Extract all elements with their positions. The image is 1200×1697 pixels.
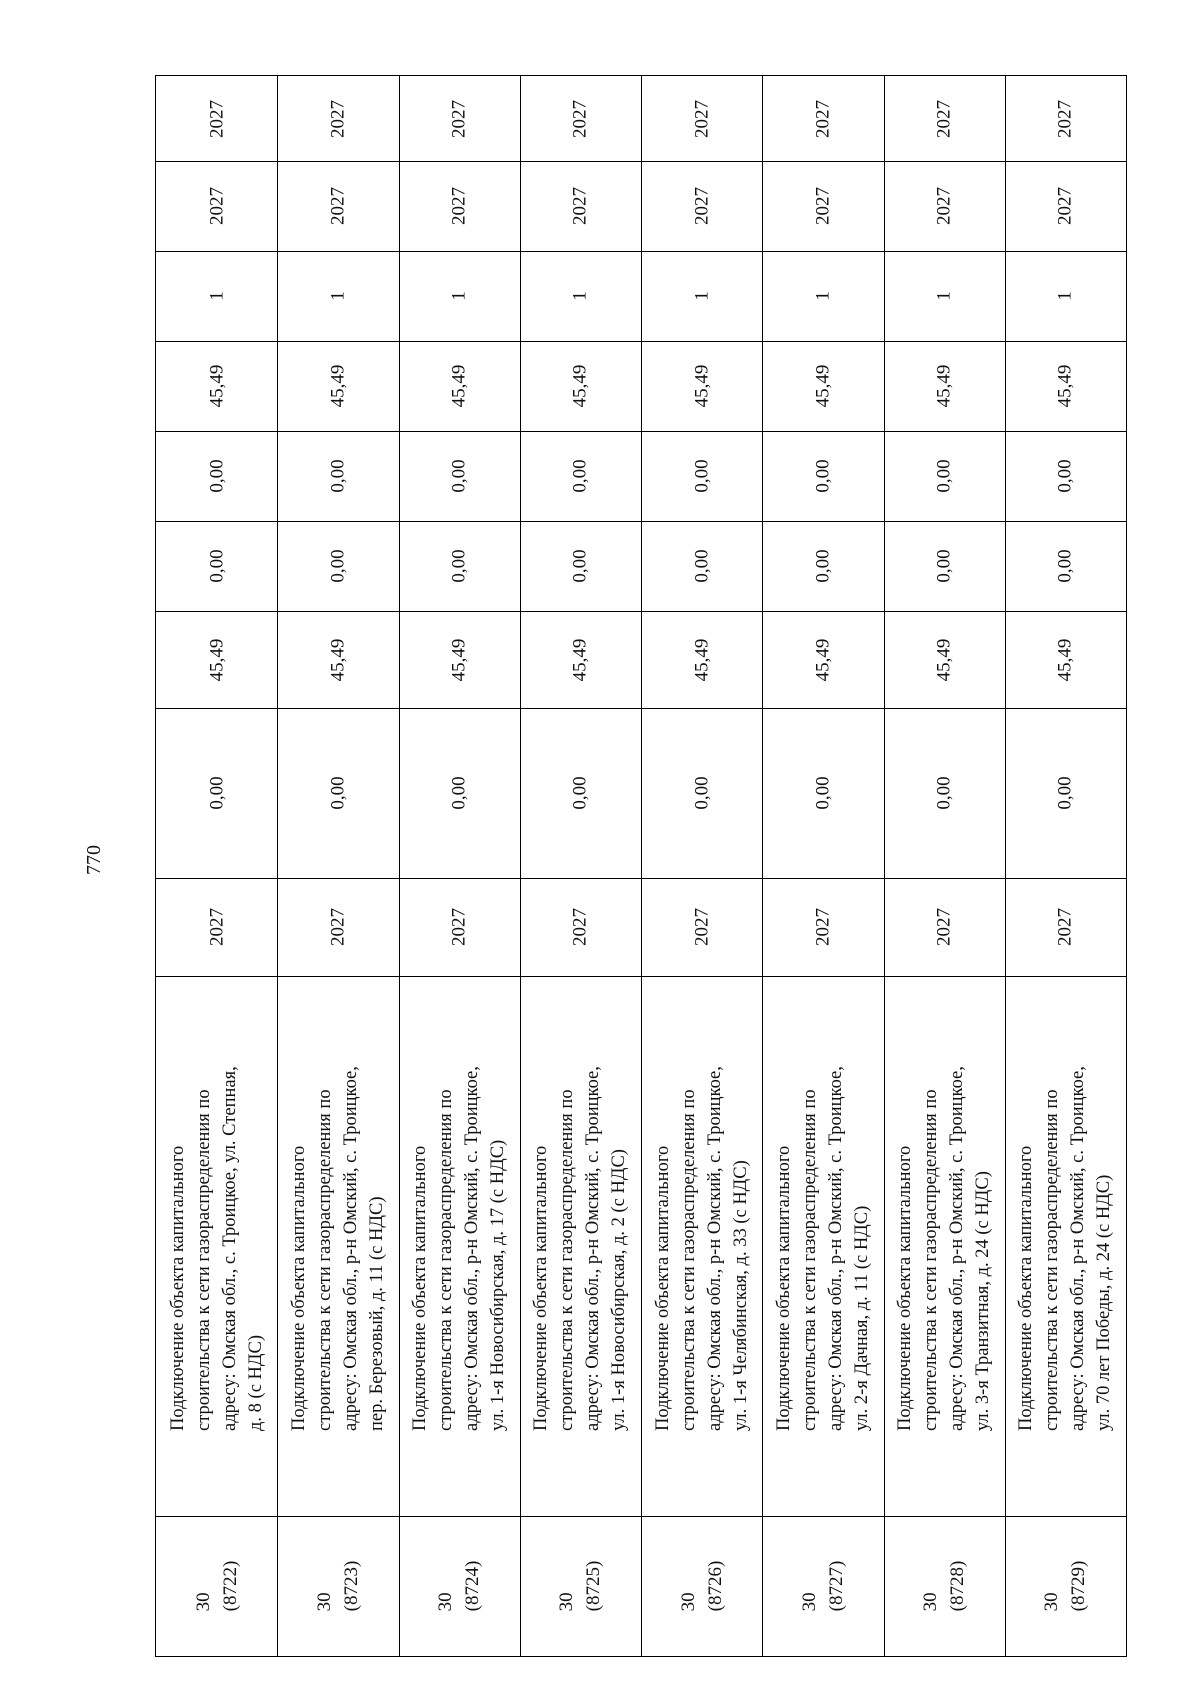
value-col-4-text: 0,00 [206,459,228,493]
cell-value-col-3 [277,521,398,612]
cell-start-year [762,878,883,977]
value-col-2-text: 45,49 [812,638,834,681]
value-col-4-text: 0,00 [569,459,591,493]
cell-row-description [1005,976,1126,1517]
cell-start-year [884,878,1005,977]
table-row [520,76,642,1656]
cell-year-col-a [277,161,398,252]
year-col-b-text: 2027 [1054,99,1076,138]
cell-value-col-4 [762,431,883,522]
cell-row-description [520,976,641,1517]
year-col-b-text: 2027 [569,99,591,138]
value-col-5-text: 45,49 [327,364,349,408]
value-col-5-text: 45,49 [448,364,470,408]
value-col-1-text: 0,00 [933,776,955,810]
start-year-text: 2027 [569,908,591,946]
row-code: (8729) [1068,1560,1090,1612]
table-row [277,76,399,1656]
cell-year-col-b [884,76,1005,162]
value-col-1-text: 0,00 [206,776,228,810]
cell-row-id [277,1516,398,1656]
cell-value-col-5 [399,341,520,432]
cell-row-description [641,976,762,1517]
cell-year-col-a [762,161,883,252]
cell-value-col-1 [884,708,1005,879]
value-col-4-text: 0,00 [812,459,834,493]
row-id-text [1038,1561,1092,1612]
row-description-text: Подключение объекта капитального строительства к сети газораспределения по адресу: Омская обл., р-н Омский, с. Троицкое, ул. 1-я Новосибирская, д. 2 (с НДС) [531,1066,630,1431]
value-col-5-text: 45,49 [569,364,591,408]
cell-quantity [156,251,277,342]
cell-quantity [762,251,883,342]
cell-year-col-b [277,76,398,162]
cell-value-col-3 [641,521,762,612]
cell-year-col-b [399,76,520,162]
cell-value-col-4 [884,431,1005,522]
quantity-text: 1 [206,291,228,301]
row-number: 30 [313,1592,335,1612]
cell-value-col-5 [1005,341,1126,432]
cell-start-year [520,878,641,977]
row-number: 30 [1041,1592,1063,1612]
value-col-5-text: 45,49 [933,364,955,408]
quantity-text: 1 [691,291,713,301]
row-number: 30 [192,1592,214,1612]
row-description-text: Подключение объекта капитального строительства к сети газораспределения по адресу: Омская обл., р-н Омский, с. Троицкое, ул. 1-я Новосибирская, д. 17 (с НДС) [410,1066,509,1431]
table-row [156,76,278,1656]
value-col-1-text: 0,00 [812,776,834,810]
cell-quantity [884,251,1005,342]
cell-year-col-b [641,76,762,162]
cell-value-col-3 [156,521,277,612]
row-id-text [917,1561,971,1612]
cell-value-col-1 [277,708,398,879]
year-col-a-text: 2027 [933,187,955,225]
cell-year-col-b [520,76,641,162]
quantity-text: 1 [569,291,591,301]
start-year-text: 2027 [448,908,470,946]
cell-value-col-3 [884,521,1005,612]
cell-value-col-5 [156,341,277,432]
year-col-a-text: 2027 [206,187,228,225]
row-code: (8724) [462,1560,484,1612]
year-col-a-text: 2027 [691,187,713,225]
row-code: (8722) [219,1560,241,1612]
value-col-1-text: 0,00 [327,776,349,810]
row-id-text [553,1561,607,1612]
value-col-3-text: 0,00 [691,549,713,583]
page-number: 770 [83,845,105,875]
cell-quantity [277,251,398,342]
cell-row-id [520,1516,641,1656]
cell-value-col-2 [277,611,398,709]
start-year-text: 2027 [206,908,228,946]
cell-row-id [884,1516,1005,1656]
value-col-3-text: 0,00 [448,549,470,583]
cell-quantity [641,251,762,342]
cell-year-col-a [399,161,520,252]
cell-value-col-5 [762,341,883,432]
cell-value-col-5 [884,341,1005,432]
rotated-data-table [155,75,1127,1657]
value-col-5-text: 45,49 [1054,364,1076,408]
cell-year-col-a [641,161,762,252]
cell-row-id [399,1516,520,1656]
cell-row-id [641,1516,762,1656]
cell-row-id [156,1516,277,1656]
cell-quantity [520,251,641,342]
cell-value-col-5 [520,341,641,432]
value-col-2-text: 45,49 [327,638,349,681]
row-id-text [675,1561,729,1612]
table-row [884,76,1006,1656]
cell-value-col-1 [399,708,520,879]
value-col-3-text: 0,00 [569,549,591,583]
row-description-text: Подключение объекта капитального строительства к сети газораспределения по адресу: Омская обл., р-н Омский, с. Троицкое, ул. 1-я Челябинская, д. 33 (с НДС) [652,1066,751,1431]
year-col-b-text: 2027 [448,99,470,138]
row-number: 30 [677,1592,699,1612]
row-number: 30 [920,1592,942,1612]
value-col-2-text: 45,49 [933,638,955,681]
row-id-text [796,1561,850,1612]
year-col-a-text: 2027 [448,187,470,225]
quantity-text: 1 [327,291,349,301]
row-code: (8723) [340,1560,362,1612]
cell-start-year [156,878,277,977]
year-col-a-text: 2027 [812,187,834,225]
cell-value-col-3 [1005,521,1126,612]
cell-value-col-3 [520,521,641,612]
row-description-text: Подключение объекта капитального строительства к сети газораспределения по адресу: Омская обл., р-н Омский, с. Троицкое, ул. 70 лет Победы, д. 24 (с НДС) [1016,1066,1115,1431]
cell-row-description [884,976,1005,1517]
row-number: 30 [435,1592,457,1612]
cell-row-description [399,976,520,1517]
cell-value-col-4 [399,431,520,522]
value-col-4-text: 0,00 [691,459,713,493]
cell-value-col-5 [641,341,762,432]
year-col-b-text: 2027 [812,99,834,138]
cell-value-col-1 [520,708,641,879]
start-year-text: 2027 [933,908,955,946]
value-col-2-text: 45,49 [569,638,591,681]
value-col-2-text: 45,49 [448,638,470,681]
year-col-b-text: 2027 [206,99,228,138]
table-row [762,76,884,1656]
cell-start-year [641,878,762,977]
value-col-4-text: 0,00 [448,459,470,493]
quantity-text: 1 [448,291,470,301]
table-row [1005,76,1126,1656]
value-col-2-text: 45,49 [691,638,713,681]
value-col-1-text: 0,00 [691,776,713,810]
cell-value-col-2 [1005,611,1126,709]
cell-value-col-4 [641,431,762,522]
cell-value-col-2 [762,611,883,709]
cell-start-year [1005,878,1126,977]
row-code: (8725) [583,1560,605,1612]
cell-row-id [762,1516,883,1656]
value-col-2-text: 45,49 [1054,638,1076,681]
row-description-text: Подключение объекта капитального строительства к сети газораспределения по адресу: Омская обл., р-н Омский, с. Троицкое, ул. 2-я Дачная, д. 11 (с НДС) [773,1066,872,1431]
cell-value-col-3 [762,521,883,612]
cell-value-col-2 [520,611,641,709]
value-col-1-text: 0,00 [1054,776,1076,810]
cell-value-col-2 [399,611,520,709]
table-row [641,76,763,1656]
cell-row-description [277,976,398,1517]
quantity-text: 1 [1054,291,1076,301]
cell-value-col-4 [277,431,398,522]
value-col-1-text: 0,00 [569,776,591,810]
value-col-3-text: 0,00 [327,549,349,583]
start-year-text: 2027 [327,908,349,946]
start-year-text: 2027 [1054,908,1076,946]
cell-year-col-b [1005,76,1126,162]
value-col-4-text: 0,00 [1054,459,1076,493]
start-year-text: 2027 [812,908,834,946]
cell-row-id [1005,1516,1126,1656]
quantity-text: 1 [812,291,834,301]
value-col-2-text: 45,49 [206,638,228,681]
row-number: 30 [798,1592,820,1612]
cell-value-col-2 [156,611,277,709]
cell-year-col-a [520,161,641,252]
year-col-b-text: 2027 [327,99,349,138]
value-col-4-text: 0,00 [933,459,955,493]
cell-value-col-5 [277,341,398,432]
value-col-3-text: 0,00 [812,549,834,583]
year-col-a-text: 2027 [327,187,349,225]
cell-quantity [399,251,520,342]
row-code: (8727) [825,1560,847,1612]
cell-year-col-a [884,161,1005,252]
value-col-5-text: 45,49 [812,364,834,408]
quantity-text: 1 [933,291,955,301]
row-code: (8728) [947,1560,969,1612]
value-col-3-text: 0,00 [1054,549,1076,583]
cell-value-col-4 [1005,431,1126,522]
row-number: 30 [556,1592,578,1612]
cell-value-col-4 [520,431,641,522]
year-col-a-text: 2027 [1054,187,1076,225]
year-col-b-text: 2027 [933,99,955,138]
start-year-text: 2027 [691,908,713,946]
year-col-b-text: 2027 [691,99,713,138]
cell-year-col-a [1005,161,1126,252]
cell-year-col-b [762,76,883,162]
cell-quantity [1005,251,1126,342]
row-id-text [190,1561,244,1612]
row-description-text: Подключение объекта капитального строительства к сети газораспределения по адресу: Омская обл., с. Троицкое, ул. Степная, д. 8 (с НДС) [167,1066,266,1431]
cell-value-col-1 [641,708,762,879]
row-code: (8726) [704,1560,726,1612]
cell-row-description [156,976,277,1517]
row-id-text [311,1561,365,1612]
cell-start-year [399,878,520,977]
value-col-1-text: 0,00 [448,776,470,810]
cell-year-col-a [156,161,277,252]
value-col-4-text: 0,00 [327,459,349,493]
row-description-text: Подключение объекта капитального строительства к сети газораспределения по адресу: Омская обл., р-н Омский, с. Троицкое, пер. Березовый, д. 11 (с НДС) [288,1066,387,1431]
cell-value-col-1 [1005,708,1126,879]
year-col-a-text: 2027 [569,187,591,225]
cell-start-year [277,878,398,977]
row-id-text [432,1561,486,1612]
value-col-5-text: 45,49 [691,364,713,408]
table-row [399,76,521,1656]
cell-year-col-b [156,76,277,162]
row-description-text: Подключение объекта капитального строительства к сети газораспределения по адресу: Омская обл., р-н Омский, с. Троицкое, ул. 3-я Транзитная, д. 24 (с НДС) [895,1066,994,1431]
cell-value-col-3 [399,521,520,612]
cell-row-description [762,976,883,1517]
value-col-3-text: 0,00 [206,549,228,583]
value-col-5-text: 45,49 [206,364,228,408]
cell-value-col-2 [884,611,1005,709]
cell-value-col-1 [762,708,883,879]
cell-value-col-4 [156,431,277,522]
cell-value-col-1 [156,708,277,879]
value-col-3-text: 0,00 [933,549,955,583]
cell-value-col-2 [641,611,762,709]
